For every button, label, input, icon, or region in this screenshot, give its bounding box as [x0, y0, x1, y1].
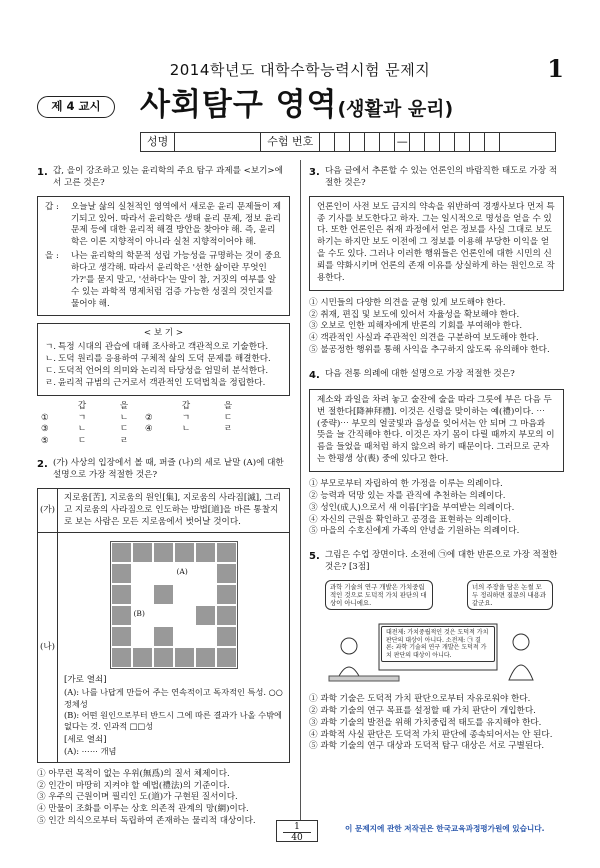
passage-text: 언론인이 사전 보도 금지의 약속을 위반하여 경쟁사보다 먼저 특종 기사를 보도한다고 하자. 그는 일시적으로 명성을 얻을 수 있다. 또한 언론인은 취재 과정에서 얻은 정보를 사실 그대로 보도하기는 하지만 보도 이전에 그 정보를 이용해 부당한 이익을 얻을 수도 있다. 그러나 이러한 행위들은 언론인에 대한 시민의 신뢰를 약화시키며 언론의 존재 이유를 상실하게 하는 원인으로 작용한다.: [317, 201, 555, 283]
q1-passage-box: [37, 196, 290, 317]
puzzle-cell: [195, 542, 216, 563]
speaker-eul-text: 나는 윤리학의 학문적 성립 가능성을 규명하는 것이 중요하다고 생각해. 따라서 윤리학은 '선한 삶이란 무엇인가?'를 묻지 말고, '선하다'는 말이 참, 거짓의 여부를 알 수 있는 과학적 명제처럼 검증 가능한 성질의 것인지를 물어야 해.: [71, 251, 282, 309]
board-note: 대전제: 가치중립적인 것은 도덕적 가치 판단의 대상이 아니다. 소전제: ㉠ 결 론: 과학 기술의 연구 개발은 도덕적 가치 판단의 대상이 아니다.: [381, 626, 495, 662]
puzzle-cell: [195, 647, 216, 668]
name-field[interactable]: [175, 133, 261, 151]
bogi-marker: ㄷ.: [45, 366, 57, 377]
puzzle-cell: [195, 626, 216, 647]
bogi-marker: ㄴ.: [45, 354, 57, 365]
q5-choices: [309, 694, 564, 753]
choice[interactable]: ⑤ 불공정한 행위를 통해 사익을 추구하지 않도록 유의해야 한다.: [309, 345, 550, 356]
copyright-notice: 이 문제지에 관한 저작권은 한국교육과정평가원에 있습니다.: [345, 824, 545, 833]
question-5: [309, 550, 564, 574]
choice[interactable]: ③ 과학 기술의 발전을 위해 가치중립적 태도를 유지해야 한다.: [309, 717, 542, 728]
choice-number[interactable]: ①: [41, 412, 49, 423]
puzzle-cell: [132, 563, 153, 584]
choice-value: ㄴ: [119, 412, 129, 423]
puzzle-cell: [153, 563, 174, 584]
choice[interactable]: ② 과학 기술의 연구 목표를 설정할 때 가치 판단이 개입한다.: [309, 705, 536, 716]
hint-title: [가로 열쇠]: [64, 675, 107, 686]
puzzle-cell: [153, 647, 174, 668]
puzzle-cell: [153, 542, 174, 563]
choice[interactable]: ③ 오보로 인한 피해자에게 반론의 기회를 부여해야 한다.: [309, 321, 523, 332]
choice-value: ㄷ: [119, 424, 129, 435]
choice[interactable]: ③ 우주의 근원이며 필리인 도(道)가 구현된 질서이다.: [37, 792, 238, 803]
puzzle-cell: [174, 542, 195, 563]
puzzle-cell: [111, 605, 132, 626]
puzzle-cell: [132, 626, 153, 647]
choice[interactable]: ② 능력과 덕망 있는 자를 관직에 추천하는 의례이다.: [309, 490, 506, 501]
bogi-item: 윤리적 규범의 근거로서 객관적인 도덕법칙을 정립한다.: [58, 377, 266, 388]
choice-number[interactable]: ②: [145, 412, 153, 423]
student-speech-bubble: 과학 기술의 연구 개발은 가치중립적인 것으로 도덕적 가치 판단의 대상이 아니에요.: [325, 580, 433, 610]
choice[interactable]: ⑤ 인간 의식으로부터 독립하여 존재하는 물리적 대상이다.: [37, 816, 256, 827]
exam-number-cell[interactable]: [320, 133, 335, 151]
puzzle-cell: [195, 563, 216, 584]
question-text: 그림은 수업 장면이다. 소전에 ㉠에 대한 반론으로 가장 적절한 것은? [3점]: [325, 550, 558, 573]
question-4: [309, 369, 564, 383]
bogi-marker: ㄱ.: [45, 342, 57, 353]
choice[interactable]: ④ 만물이 조화를 이루는 상호 의존적 관계의 망(網)이다.: [37, 804, 249, 815]
puzzle-cell: [216, 626, 237, 647]
question-3: [309, 166, 564, 190]
choice-value: ㄴ: [77, 424, 87, 435]
choice-value: ㄹ: [119, 436, 129, 447]
choice-number[interactable]: ③: [41, 424, 49, 435]
bogi-item: 특정 시대의 관습에 대해 조사하고 객관적으로 기술한다.: [58, 342, 269, 353]
puzzle-cell: [174, 626, 195, 647]
puzzle-cell: [174, 647, 195, 668]
q2-table: [37, 488, 290, 763]
column-head-gap: 갑: [77, 400, 87, 411]
puzzle-cell: [132, 542, 153, 563]
subject-sub: (생활과 윤리): [337, 98, 454, 120]
choice[interactable]: ① 시민들의 다양한 의견을 균형 있게 보도해야 한다.: [309, 297, 506, 308]
q4-choices: [309, 479, 564, 538]
hint2-title: [세로 열쇠]: [64, 734, 107, 745]
section-ga-text: 지로움[苦], 지로움의 원인[集], 지로움의 사라짐[滅], 그리고 지로움의 사라짐으로 인도하는 방법[道]을 바른 통찰지로 보는 사람은 모든 지로움에서 벗어날 것이다.: [64, 492, 282, 527]
puzzle-cell: [216, 647, 237, 668]
subject-main: 사회탐구 영역: [140, 87, 338, 123]
q3-choices: [309, 298, 564, 357]
speaker-tag-gap: 갑 :: [45, 201, 59, 212]
teacher-speech-bubble: 너의 주장을 담은 논썰 모두 정리하면 질문의 내용과 같군요.: [467, 580, 553, 610]
puzzle-cell: [132, 584, 153, 605]
column-head-eul: 을: [119, 400, 129, 411]
name-label: 성명: [141, 133, 175, 151]
speaker-gap-text: 오늘날 삶의 실천적인 영역에서 새로운 윤리 문제들이 제기되고 있어. 따라서 윤리학은 생태 윤리 문제, 정보 윤리 문제 등에 대한 윤리적 해결 방안을 찾아야 해. 즉, 윤리학은 이론 지향적이 아니라 실천 지향적이어야 해.: [71, 201, 282, 248]
choice[interactable]: ① 부모로부터 자립하여 한 가정을 이루는 의례이다.: [309, 478, 503, 489]
exam-title: 2014학년도 대학수학능력시험 문제지: [169, 61, 431, 79]
choice-value: ㄱ: [181, 412, 191, 423]
exam-number-cell[interactable]: [455, 133, 470, 151]
exam-number-dash: —: [395, 133, 410, 151]
hint2-a: (A): ⋯⋯ 개념: [64, 746, 117, 757]
puzzle-cell: [132, 605, 153, 626]
puzzle-label-b: (B): [133, 609, 145, 619]
choice[interactable]: ① 아무런 목적이 없는 우위(無爲)의 질서 체제이다.: [37, 768, 230, 779]
puzzle-cell: [111, 563, 132, 584]
question-number: 5.: [309, 551, 320, 563]
puzzle-cell: [216, 563, 237, 584]
period-badge: 제 4 교시: [37, 96, 115, 118]
right-column: [309, 166, 564, 755]
page-current: 1: [294, 822, 300, 832]
choice-value: ㄷ: [223, 412, 233, 423]
subject-title: [140, 84, 453, 127]
crossword-puzzle: [110, 541, 238, 669]
section-na: [58, 533, 289, 761]
bogi-marker: ㄹ.: [45, 377, 57, 388]
question-number: 2.: [37, 459, 48, 471]
choice[interactable]: ④ 과학적 사실 판단은 도덕적 가치 판단에 종속되어서는 안 된다.: [309, 729, 553, 740]
page-number: 1: [547, 54, 564, 83]
hint-b: (B): 어떤 원인으로부터 반드시 그에 따른 결과가 나올 수밖에 없다는 것. 인과적 □□성: [64, 709, 282, 732]
choice-number[interactable]: ④: [145, 424, 153, 435]
puzzle-cell: [195, 605, 216, 626]
bogi-item: 도덕 원리를 응용하여 구체적 삶의 도덕 문제를 해결한다.: [58, 354, 271, 365]
question-text: 갑, 을이 강조하고 있는 윤리학의 주요 탐구 과제를 <보기>에서 고른 것은?: [53, 166, 283, 188]
puzzle-cell: [111, 542, 132, 563]
question-text: 다음 전통 의례에 대한 설명으로 가장 적절한 것은?: [325, 369, 515, 380]
column-head-eul: 을: [223, 400, 233, 411]
puzzle-cell: [153, 584, 174, 605]
choice-value: ㄷ: [77, 436, 87, 447]
hint-a: (A): 나를 나답게 만들어 주는 연속적이고 독자적인 특성. ○○정체성: [64, 687, 283, 709]
puzzle-cell: [195, 584, 216, 605]
left-column: [37, 166, 290, 830]
exam-number-cell[interactable]: [485, 133, 500, 151]
puzzle-cell: [111, 626, 132, 647]
section-tag-na: (나): [38, 533, 58, 761]
page-total: 40: [283, 832, 311, 843]
exam-number-cell[interactable]: [335, 133, 350, 151]
puzzle-cell: [153, 626, 174, 647]
choice[interactable]: ② 취재, 편집 및 보도에 있어서 자율성을 확보해야 한다.: [309, 309, 520, 320]
question-number: 3.: [309, 167, 320, 178]
choice[interactable]: ⑤ 마을의 수호신에게 가족의 안녕을 기원하는 의례이다.: [309, 526, 520, 537]
exam-number-cell[interactable]: [425, 133, 440, 151]
exam-number-cell[interactable]: [470, 133, 485, 151]
question-number: 4.: [309, 370, 320, 382]
q1-choices: [41, 401, 290, 448]
exam-number-cell[interactable]: [440, 133, 455, 151]
question-text: (가) 사상의 입장에서 볼 때, 퍼즐 (나)의 세로 낱말 (A)에 대한 설명으로 가장 적절한 것은?: [53, 458, 284, 481]
exam-number-cell[interactable]: [350, 133, 365, 151]
exam-number-cell[interactable]: [500, 133, 515, 151]
speaker-tag-eul: 을 :: [45, 251, 59, 262]
exam-number-cell[interactable]: [410, 133, 425, 151]
puzzle-cell: [174, 584, 195, 605]
puzzle-cell: [111, 647, 132, 668]
choice[interactable]: ④ 객관적인 사실과 주관적인 의견을 구분하여 보도해야 한다.: [309, 333, 539, 344]
name-and-exam-number-row: [140, 132, 556, 152]
choice[interactable]: ⑤ 과학 기술의 연구 대상과 도덕적 탐구 대상은 서로 구별된다.: [309, 741, 545, 752]
puzzle-cell: [174, 563, 195, 584]
question-number: 1.: [37, 167, 48, 178]
puzzle-cell: [132, 647, 153, 668]
choice-value: ㄹ: [223, 424, 233, 435]
puzzle-cell: [216, 542, 237, 563]
q4-passage-box: [309, 389, 564, 472]
exam-number-cell[interactable]: [365, 133, 380, 151]
choice-value: ㄱ: [77, 412, 87, 423]
choice[interactable]: ④ 자신의 근원을 확인하고 공경을 표현하는 의례이다.: [309, 514, 512, 525]
section-tag-ga: (가): [38, 489, 58, 533]
passage-text: 제소와 과일을 차려 놓고 술잔에 술을 따라 그릇에 부은 다음 두 번 절한다[降神拜禮]. 이것은 신령을 맞이하는 예(禮)이다. ⋯(중략)⋯ 부모의 얼굴빛과 음성을 잊어서는 안 되며 그 마음과 뜻을 늘 간직해야 한다. 이것은 자기 몸이 다릴 때까지 부모의 이름을 들었을 때처럼 하지 않으려 하기 때문이다. 그러므로 군자는 한평생 상(喪) 중에 있다고 한다.: [317, 394, 555, 465]
puzzle-cell: [216, 584, 237, 605]
choice[interactable]: ① 과학 기술은 도덕적 가치 판단으로부터 자유로워야 한다.: [309, 694, 531, 704]
puzzle-cell: [153, 605, 174, 626]
bogi-item: 도덕적 언어의 의미와 논리적 타당성을 엄밀히 분석한다.: [58, 366, 269, 377]
question-2: [37, 458, 290, 482]
puzzle-cell: [174, 605, 195, 626]
choice-number[interactable]: ⑤: [41, 436, 49, 447]
page-indicator: [276, 820, 318, 842]
q2-choices: [37, 769, 290, 828]
question-1: [37, 166, 290, 190]
classroom-illustration: [309, 580, 564, 688]
choice[interactable]: ② 인간이 마땅히 지켜야 할 예법(禮法)의 기준이다.: [37, 780, 230, 791]
puzzle-cell: [111, 584, 132, 605]
q3-passage-box: [309, 196, 564, 291]
question-text: 다음 글에서 추론할 수 있는 언론인의 바람직한 태도로 가장 적절한 것은?: [325, 166, 558, 188]
choice[interactable]: ③ 성인(成人)으로서 새 이름[字]을 부여받는 의례이다.: [309, 502, 515, 513]
column-head-gap: 갑: [181, 400, 191, 411]
puzzle-label-a: (A): [176, 567, 188, 577]
exam-number-label: 수험 번호: [261, 133, 320, 151]
exam-number-cell[interactable]: [380, 133, 395, 151]
puzzle-cell: [216, 605, 237, 626]
bogi-box: [37, 323, 290, 395]
bogi-title: < 보 기 >: [143, 328, 184, 339]
column-divider: [300, 160, 301, 820]
choice-value: ㄴ: [181, 424, 191, 435]
